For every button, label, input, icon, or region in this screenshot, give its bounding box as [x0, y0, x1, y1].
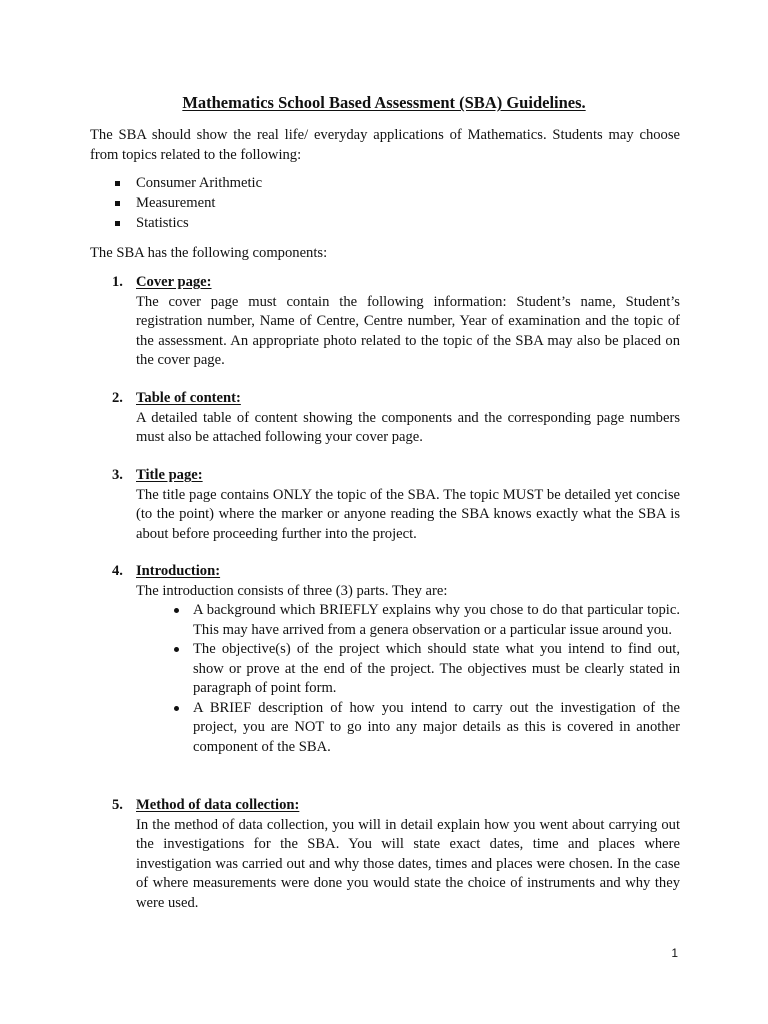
section-body: In the method of data collection, you will in detail explain how you went about carrying out the investigations for the SBA. You will state exact dates, time and places where investigation was carried out and why those dates, times and places were chosen. In the case of where measurements were done you would state the choice of instruments and why they were used. [136, 816, 680, 911]
section-number: 5. [112, 797, 123, 813]
section-heading: Table of content: [136, 390, 241, 406]
introduction-part-objectives: The objective(s) of the project which should state what you intend to find out, show or prove at the end of the project. The objectives must be clearly stated in paragraph of point form. [136, 640, 680, 699]
section-body: The title page contains ONLY the topic of the SBA. The topic MUST be detailed yet concise (to the point) where the marker or anyone reading the SBA knows exactly what the SBA is about before proceeding further into the project. [136, 486, 680, 542]
section-body: A detailed table of content showing the components and the corresponding page numbers must also be attached following your cover page. [136, 409, 680, 445]
section-number: 3. [112, 467, 123, 483]
section-body: The cover page must contain the following information: Student’s name, Student’s registration number, Name of Centre, Centre number, Year of examination and the topic of the assessment. An appropriate photo related to the topic of the SBA may also be placed on the cover page. [136, 293, 680, 368]
introduction-part-description: A BRIEF description of how you intend to carry out the investigation of the project, you are NOT to go into any major details as this is covered in another component of the SBA. [136, 699, 680, 758]
topic-item-statistics: Statistics [112, 214, 262, 234]
section-number: 2. [112, 390, 123, 406]
section-body: The introduction consists of three (3) parts. They are: [136, 582, 448, 599]
section-number: 1. [112, 274, 123, 290]
section-heading: Method of data collection: [136, 797, 300, 813]
document-title: Mathematics School Based Assessment (SBA) Guidelines. [182, 93, 586, 112]
section-number: 4. [112, 563, 123, 579]
topic-item-consumer-arithmetic: Consumer Arithmetic [112, 174, 262, 194]
intro-paragraph: The SBA should show the real life/ everyday applications of Mathematics. Students may choose from topics related to the following: [90, 127, 680, 163]
section-heading: Cover page: [136, 274, 212, 290]
page-number: 1 [671, 946, 678, 960]
topic-item-measurement: Measurement [112, 194, 262, 214]
introduction-part-background: A background which BRIEFLY explains why you chose to do that particular topic. This may have arrived from a genera observation or a particular issue around you. [136, 601, 680, 640]
section-heading: Introduction: [136, 563, 221, 579]
section-heading: Title page: [136, 467, 203, 483]
introduction-parts-list [136, 601, 680, 757]
components-intro: The SBA has the following components: [90, 245, 328, 261]
topic-list [112, 174, 262, 234]
